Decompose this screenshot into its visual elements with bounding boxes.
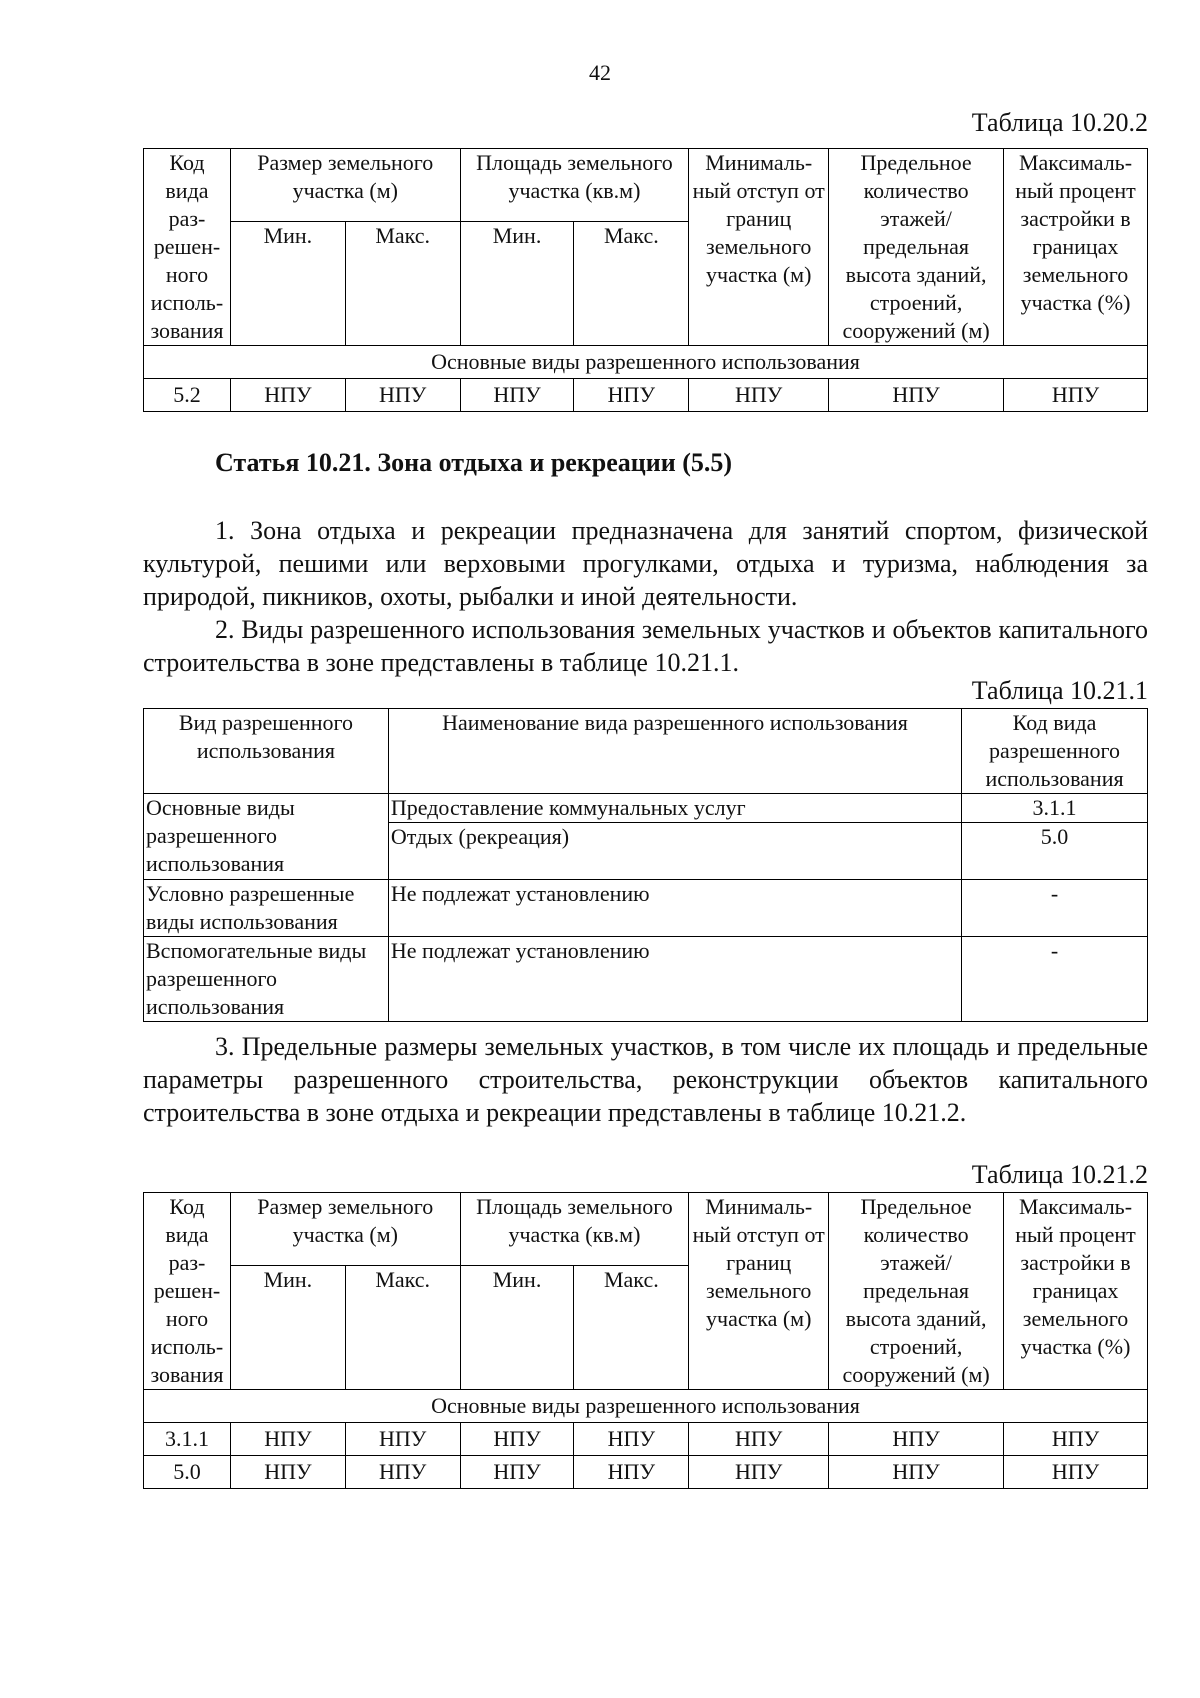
header-type: Вид разрешенного использования: [144, 709, 389, 794]
header-code: Код вида раз-решен-ного исполь-зования: [144, 149, 231, 346]
use-code: -: [962, 880, 1148, 937]
header-max: Макс.: [574, 1266, 689, 1390]
use-name: Не подлежат установлению: [388, 880, 961, 937]
cell: НПУ: [460, 1423, 574, 1456]
table-row: [144, 794, 1148, 823]
header-area: Площадь земельного участка (кв.м): [460, 1193, 689, 1266]
header-max: Макс.: [574, 222, 689, 346]
params-table-10-21-2: [143, 1192, 1148, 1489]
header-min: Мин.: [230, 222, 345, 346]
cell: НПУ: [689, 1423, 829, 1456]
table-row: [144, 1423, 1148, 1456]
header-code: Код вида раз-решен-ного исполь-зования: [144, 1193, 231, 1390]
use-code: 5.0: [962, 823, 1148, 880]
use-name: Предоставление коммунальных услуг: [388, 794, 961, 823]
header-coverage: Максималь-ный процент застройки в границах земельного участка (%): [1004, 149, 1148, 346]
group-label: Вспомогательные виды разрешенного использования: [144, 937, 389, 1022]
cell: НПУ: [689, 379, 829, 412]
paragraph-2: 2. Виды разрешенного использования земельных участков и объектов капитального строительства в зоне представлены в таблице 10.21.1.: [143, 615, 1148, 677]
cell: НПУ: [574, 1423, 689, 1456]
article-heading: Статья 10.21. Зона отдыха и рекреации (5.5): [215, 448, 733, 477]
cell: НПУ: [345, 1423, 460, 1456]
table-row: [144, 379, 1148, 412]
section-row: Основные виды разрешенного использования: [144, 346, 1148, 379]
header-setback: Минималь-ный отступ от границ земельного участка (м): [689, 149, 829, 346]
cell: 5.2: [144, 379, 231, 412]
group-label: Основные виды разрешенного использования: [144, 794, 389, 880]
cell: НПУ: [1004, 379, 1148, 412]
use-name: Не подлежат установлению: [388, 937, 961, 1022]
cell: НПУ: [574, 1456, 689, 1489]
use-code: -: [962, 937, 1148, 1022]
cell: НПУ: [230, 1456, 345, 1489]
header-setback: Минималь-ный отступ от границ земельного участка (м): [689, 1193, 829, 1390]
cell: 3.1.1: [144, 1423, 231, 1456]
cell: НПУ: [1004, 1423, 1148, 1456]
header-min: Мин.: [460, 1266, 574, 1390]
header-floors: Предельное количество этажей/ предельная высота зданий, строений, сооружений (м): [829, 149, 1004, 346]
cell: НПУ: [460, 1456, 574, 1489]
cell: НПУ: [230, 379, 345, 412]
table-row: [144, 1456, 1148, 1489]
cell: НПУ: [829, 1456, 1004, 1489]
cell: НПУ: [829, 1423, 1004, 1456]
use-code: 3.1.1: [962, 794, 1148, 823]
header-name: Наименование вида разрешенного использования: [388, 709, 961, 794]
cell: НПУ: [230, 1423, 345, 1456]
header-size: Размер земельного участка (м): [230, 149, 460, 222]
use-name: Отдых (рекреация): [388, 823, 961, 880]
params-table-10-20-2: [143, 148, 1148, 412]
table-caption: Таблица 10.21.1: [971, 676, 1148, 705]
paragraph-1: 1. Зона отдыха и рекреации предназначена для занятий спортом, физической культурой, пешими или верховыми прогулками, отдыха и туризма, наблюдения за природой, пикников, охоты, рыбалки и иной деятельности.: [143, 516, 1148, 611]
table-row: [144, 937, 1148, 1022]
header-coverage: Максималь-ный процент застройки в границах земельного участка (%): [1004, 1193, 1148, 1390]
cell: НПУ: [689, 1456, 829, 1489]
cell: 5.0: [144, 1456, 231, 1489]
cell: НПУ: [345, 1456, 460, 1489]
table-caption: Таблица 10.21.2: [971, 1160, 1148, 1189]
header-min: Мин.: [230, 1266, 345, 1390]
page-number: 42: [589, 60, 611, 85]
cell: НПУ: [829, 379, 1004, 412]
header-area: Площадь земельного участка (кв.м): [460, 149, 689, 222]
header-min: Мин.: [460, 222, 574, 346]
table-row: [144, 880, 1148, 937]
table-caption: Таблица 10.20.2: [971, 108, 1148, 137]
section-row: Основные виды разрешенного использования: [144, 1390, 1148, 1423]
header-code: Код вида разрешенного использования: [962, 709, 1148, 794]
cell: НПУ: [574, 379, 689, 412]
header-floors: Предельное количество этажей/ предельная высота зданий, строений, сооружений (м): [829, 1193, 1004, 1390]
paragraph-3: 3. Предельные размеры земельных участков, в том числе их площадь и предельные параметры разрешенного строительства, реконструкции объектов капитального строительства в зоне отдыха и рекреации представлены в таблице 10.21.2.: [143, 1032, 1148, 1127]
group-label: Условно разрешенные виды использования: [144, 880, 389, 937]
header-max: Макс.: [345, 1266, 460, 1390]
cell: НПУ: [1004, 1456, 1148, 1489]
cell: НПУ: [345, 379, 460, 412]
header-max: Макс.: [345, 222, 460, 346]
cell: НПУ: [460, 379, 574, 412]
uses-table-10-21-1: [143, 708, 1148, 1022]
header-size: Размер земельного участка (м): [230, 1193, 460, 1266]
